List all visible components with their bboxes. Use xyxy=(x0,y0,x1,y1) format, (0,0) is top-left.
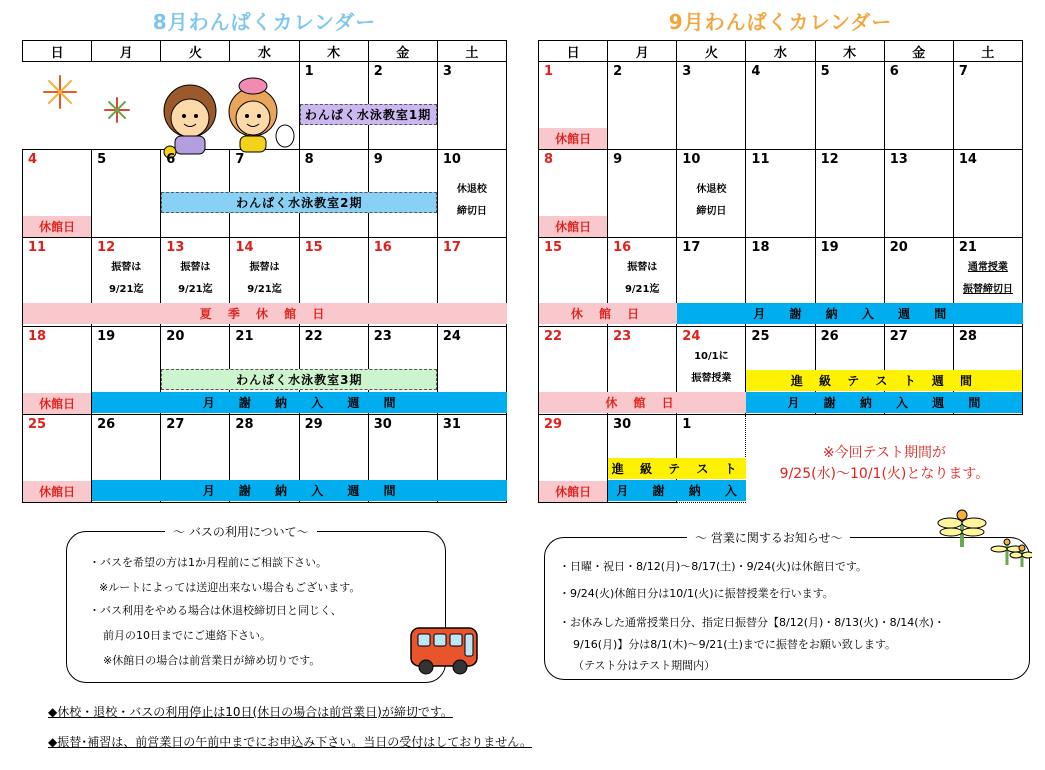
day-cell xyxy=(230,150,299,238)
day-number: 7 xyxy=(958,64,968,80)
day-number: 2 xyxy=(613,64,623,80)
day-number: 1 xyxy=(544,64,554,80)
day-number: 10 xyxy=(682,152,701,168)
day-number: 12 xyxy=(820,152,839,168)
makeup-note: 振替は xyxy=(627,262,658,274)
day-number: 22 xyxy=(544,328,563,344)
reschedule-note: 10/1に xyxy=(694,350,729,362)
weekday-sat: 土 xyxy=(953,41,1022,62)
business-notice-line: （テスト分はテスト期間内） xyxy=(573,659,716,672)
day-number: 2 xyxy=(373,64,383,80)
week-row xyxy=(539,414,1023,502)
test-week-band: 進 級 テ ス ト 週 間 xyxy=(746,370,1022,391)
day-number: 13 xyxy=(166,240,185,256)
day-cell xyxy=(299,238,368,326)
weekday-tue: 火 xyxy=(161,41,230,62)
day-number: 18 xyxy=(751,240,770,256)
weekday-sat: 土 xyxy=(437,41,506,62)
day-cell xyxy=(953,238,1022,326)
day-number: 21 xyxy=(235,328,254,344)
closed-label: 休館日 xyxy=(539,216,607,237)
weekday-header xyxy=(539,41,1023,62)
day-cell xyxy=(230,326,299,414)
day-number: 6 xyxy=(889,64,899,80)
day-cell xyxy=(608,326,677,414)
day-number: 11 xyxy=(751,152,770,168)
day-number: 9 xyxy=(373,152,383,168)
summer-holiday-band: 夏 季 休 館 日 xyxy=(23,303,507,324)
business-notice-line: ・日曜・祝日・8/12(月)～8/17(土)・9/24(火)は休館日です。 xyxy=(559,560,867,573)
weekday-wed: 水 xyxy=(746,41,815,62)
day-cell xyxy=(437,414,506,502)
test-period-notice xyxy=(746,414,1023,502)
day-number: 15 xyxy=(304,240,323,256)
closed-label: 休館日 xyxy=(539,481,607,502)
fee-week-band: 月 謝 納 入 週 間 xyxy=(92,392,507,413)
day-cell xyxy=(953,150,1022,238)
closed-label: 休館日 xyxy=(23,481,91,502)
day-cell xyxy=(437,62,506,150)
reschedule-class-note: 振替授業 xyxy=(691,372,732,384)
day-number: 20 xyxy=(889,240,908,256)
day-cell xyxy=(437,238,506,326)
withdrawal-note: 休退校 xyxy=(696,184,727,196)
weekday-mon: 月 xyxy=(92,41,161,62)
day-number: 4 xyxy=(28,152,38,168)
bus-icon xyxy=(408,625,480,677)
day-number: 10 xyxy=(442,152,461,168)
business-notice-title: ～ 営業に関するお知らせ～ xyxy=(687,529,850,546)
day-cell xyxy=(368,326,437,414)
test-period-alert-line-2: 9/25(水)～10/1(火)となります。 xyxy=(779,465,990,482)
day-cell xyxy=(539,414,608,502)
closed-band: 休 館 日 xyxy=(539,392,746,413)
day-number: 25 xyxy=(28,416,47,432)
day-cell xyxy=(23,326,92,414)
day-number: 22 xyxy=(304,328,323,344)
fee-week-band: 月 謝 納 入 週 間 xyxy=(677,303,1023,324)
week-row xyxy=(23,238,507,326)
day-cell xyxy=(608,238,677,326)
makeup-deadline-note: 振替締切日 xyxy=(962,284,1013,296)
day-number: 23 xyxy=(373,328,392,344)
day-cell xyxy=(299,62,432,150)
day-cell xyxy=(92,150,161,238)
weekday-wed: 水 xyxy=(230,41,299,62)
day-cell xyxy=(230,238,299,326)
day-number: 14 xyxy=(235,240,254,256)
day-cell xyxy=(677,150,746,238)
day-number: 7 xyxy=(235,152,245,168)
bus-notice-line: ・バスを希望の方は1か月程前にご相談下さい。 xyxy=(89,556,327,569)
closed-label: 休館日 xyxy=(539,128,607,149)
deadline-note: 締切日 xyxy=(696,206,727,218)
makeup-note: 振替は xyxy=(180,262,211,274)
day-number: 13 xyxy=(889,152,908,168)
day-number: 27 xyxy=(166,416,185,432)
day-cell xyxy=(884,238,953,326)
withdrawal-note: 休退校 xyxy=(456,184,487,196)
day-cell xyxy=(161,238,230,326)
weekday-thu: 木 xyxy=(815,41,884,62)
day-cell xyxy=(539,62,608,150)
day-number: 24 xyxy=(682,328,701,344)
day-cell xyxy=(884,62,953,150)
september-calendar xyxy=(538,40,1023,503)
day-cell xyxy=(230,414,299,502)
makeup-deadline: 9/21迄 xyxy=(624,284,660,296)
closed-band: 休 館 日 xyxy=(539,303,677,324)
day-number: 29 xyxy=(304,416,323,432)
day-cell xyxy=(608,150,677,238)
week-row xyxy=(539,238,1023,326)
day-number: 19 xyxy=(820,240,839,256)
day-cell xyxy=(368,238,437,326)
day-number: 31 xyxy=(442,416,461,432)
day-cell xyxy=(746,62,815,150)
footer-withdrawal-notice: ◆休校・退校・バスの利用停止は10日(休日の場合は前営業日)が締切です。 xyxy=(48,705,453,719)
day-cell xyxy=(437,326,506,414)
week-row xyxy=(23,62,507,150)
deadline-note: 締切日 xyxy=(456,206,487,218)
day-number: 9 xyxy=(613,152,623,168)
day-cell xyxy=(884,326,953,414)
day-cell xyxy=(884,150,953,238)
bus-notice-box xyxy=(66,525,446,683)
day-number: 17 xyxy=(442,240,461,256)
day-number: 16 xyxy=(613,240,632,256)
day-number: 29 xyxy=(544,416,563,432)
weekday-mon: 月 xyxy=(608,41,677,62)
weekday-thu: 木 xyxy=(299,41,368,62)
day-number: 21 xyxy=(958,240,977,256)
day-cell xyxy=(23,414,92,502)
day-cell xyxy=(92,238,161,326)
week-row xyxy=(23,326,507,414)
day-cell xyxy=(746,238,815,326)
swim-class-2-band: わんぱく水泳教室2期 xyxy=(161,192,437,213)
day-cell xyxy=(299,414,368,502)
swim-class-1-band: わんぱく水泳教室1期 xyxy=(300,104,437,125)
day-number: 5 xyxy=(820,64,830,80)
day-number: 4 xyxy=(751,64,761,80)
business-notice-line: 9/16(月)】分は8/1(木)～9/21(土)までに振替をお願い致します。 xyxy=(573,638,896,651)
bus-notice-line: ※休館日の場合は前営業日が締め切りです。 xyxy=(103,654,321,667)
day-cell-next-month xyxy=(677,414,746,502)
weekday-header xyxy=(23,41,507,62)
business-notice-line: ・9/24(火)休館日分は10/1(火)に振替授業を行います。 xyxy=(559,587,834,600)
day-number: 12 xyxy=(97,240,116,256)
week-row xyxy=(539,62,1023,150)
day-number: 26 xyxy=(820,328,839,344)
fee-week-band: 月 謝 納 入 週 間 xyxy=(92,480,507,501)
test-period-alert-line-1: ※今回テスト期間が xyxy=(822,444,947,461)
day-number: 8 xyxy=(544,152,554,168)
day-cell xyxy=(815,62,884,150)
day-number: 24 xyxy=(442,328,461,344)
day-number: 17 xyxy=(682,240,701,256)
day-number: 3 xyxy=(442,64,452,80)
september-title: 9月わんぱくカレンダー xyxy=(668,10,893,34)
day-number: 19 xyxy=(97,328,116,344)
day-number: 20 xyxy=(166,328,185,344)
business-notice-line: ・お休みした通常授業日分、指定日振替分【8/12(月)・8/13(火)・8/14(水)・ xyxy=(559,616,945,629)
day-number: 3 xyxy=(682,64,692,80)
week-row xyxy=(539,326,1023,414)
day-cell xyxy=(953,326,1022,414)
closed-label: 休館日 xyxy=(23,216,91,237)
day-cell xyxy=(368,414,437,502)
day-cell xyxy=(539,150,608,238)
august-title: 8月わんぱくカレンダー xyxy=(152,10,377,34)
makeup-deadline: 9/21迄 xyxy=(108,284,144,296)
day-number: 11 xyxy=(28,240,47,256)
day-cell xyxy=(161,414,230,502)
day-cell xyxy=(815,238,884,326)
weekday-fri: 金 xyxy=(368,41,437,62)
bus-notice-line: ・バス利用をやめる場合は休退校締切日と同じく、 xyxy=(89,604,342,617)
day-number: 28 xyxy=(235,416,254,432)
week-row xyxy=(23,414,507,502)
day-cell xyxy=(299,150,368,238)
week-row xyxy=(539,150,1023,238)
day-cell xyxy=(437,150,506,238)
weekday-fri: 金 xyxy=(884,41,953,62)
day-number: 6 xyxy=(166,152,176,168)
day-number: 23 xyxy=(613,328,632,344)
day-cell xyxy=(746,150,815,238)
bus-notice-line: 前月の10日までにご連絡下さい。 xyxy=(103,629,271,642)
day-number: 30 xyxy=(373,416,392,432)
fee-week-band: 月 謝 納 入 xyxy=(608,480,746,501)
day-number: 8 xyxy=(304,152,314,168)
day-cell xyxy=(815,326,884,414)
day-number: 18 xyxy=(28,328,47,344)
day-number: 25 xyxy=(751,328,770,344)
day-number: 1 xyxy=(304,64,314,80)
day-cell xyxy=(677,62,746,150)
weekday-sun: 日 xyxy=(23,41,92,62)
makeup-deadline: 9/21迄 xyxy=(178,284,213,296)
day-cell xyxy=(368,62,437,150)
weekday-sun: 日 xyxy=(539,41,608,62)
day-number: 30 xyxy=(613,416,632,432)
day-cell xyxy=(23,150,92,238)
day-cell xyxy=(677,326,746,414)
bus-notice-line: ※ルートによっては送迎出来ない場合もございます。 xyxy=(99,581,361,594)
fee-week-band: 月 謝 納 入 週 間 xyxy=(746,392,1022,413)
closed-label: 休館日 xyxy=(23,393,91,414)
day-cell xyxy=(953,62,1022,150)
regular-class-note: 通常授業 xyxy=(967,262,1008,274)
day-number: 27 xyxy=(889,328,908,344)
bus-notice-title: ～ バスの利用について～ xyxy=(165,523,317,540)
day-cell xyxy=(368,150,437,238)
day-cell xyxy=(161,150,363,238)
kids-mascot-icon xyxy=(145,66,295,161)
makeup-note: 振替は xyxy=(249,262,280,274)
makeup-note: 振替は xyxy=(111,262,142,274)
day-number: 1 xyxy=(682,416,692,432)
weekday-tue: 火 xyxy=(677,41,746,62)
day-number: 14 xyxy=(958,152,977,168)
week-row xyxy=(23,150,507,238)
makeup-deadline: 9/21迄 xyxy=(247,284,282,296)
illustration-cell xyxy=(23,62,300,150)
day-number: 16 xyxy=(373,240,392,256)
test-band: 進 級 テ ス ト xyxy=(608,458,746,479)
swim-class-3-band: わんぱく水泳教室3期 xyxy=(161,369,437,390)
august-calendar xyxy=(22,40,507,503)
dragonfly-icon xyxy=(932,503,1032,573)
day-cell xyxy=(815,150,884,238)
day-cell xyxy=(608,62,677,150)
day-number: 15 xyxy=(544,240,563,256)
fireworks-icon xyxy=(25,64,145,144)
day-cell xyxy=(299,326,368,414)
footer-makeup-notice: ◆振替･補習は、前営業日の午前中までにお申込み下さい。当日の受付はしておりません。 xyxy=(48,735,532,749)
day-number: 26 xyxy=(97,416,116,432)
day-number: 5 xyxy=(97,152,107,168)
day-number: 28 xyxy=(958,328,977,344)
day-cell xyxy=(608,414,743,502)
